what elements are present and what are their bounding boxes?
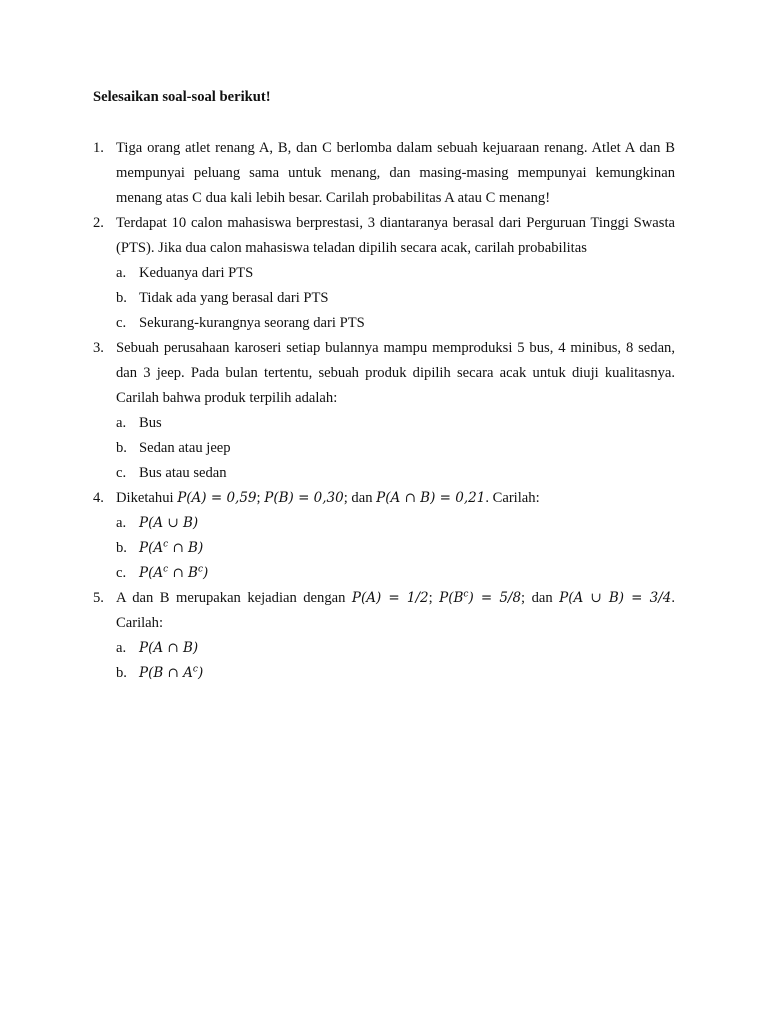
- sub-item: [116, 461, 675, 486]
- question-number: 1.: [93, 140, 104, 156]
- question-list: [93, 136, 675, 686]
- question-number: 5.: [93, 590, 104, 606]
- question-2: [93, 211, 675, 336]
- sub-item: [116, 661, 675, 686]
- sub-item-formula: $P(A^c$ ∩ B): [139, 539, 204, 556]
- question-1: [93, 136, 675, 211]
- question-text: A dan B merupakan kejadian dengan P(A) = 1/2; $P(B^c) = 5/8$; dan P(A ∪ B) = 3/4. Carilah:: [116, 589, 675, 631]
- sub-item-text: Bus atau sedan: [139, 465, 227, 481]
- sub-item-text: Bus: [139, 415, 162, 431]
- sub-item-letter: b.: [116, 290, 127, 306]
- sub-item-letter: c.: [116, 465, 127, 481]
- question-intro: A dan B merupakan kejadian dengan: [116, 590, 352, 606]
- sub-item: [116, 636, 675, 661]
- question-4: [93, 486, 675, 586]
- formula-pab: P(A ∩ B) = 0,21: [376, 490, 486, 506]
- formula-paub: P(A ∪ B) = 3/4: [559, 590, 672, 606]
- sub-item-letter: a.: [116, 265, 127, 281]
- sub-item-letter: a.: [116, 415, 127, 431]
- sub-item: [116, 511, 675, 536]
- sub-item-text: Keduanya dari PTS: [139, 265, 254, 281]
- sub-item-letter: a.: [116, 640, 127, 656]
- question-tail: . Carilah:: [485, 490, 540, 506]
- question-3: [93, 336, 675, 486]
- sub-item: [116, 436, 675, 461]
- sub-item-text: Sedan atau jeep: [139, 440, 231, 456]
- sub-item-letter: b.: [116, 665, 127, 681]
- question-text: Terdapat 10 calon mahasiswa berprestasi, 3 diantaranya berasal dari Perguruan Tinggi Swasta (PTS). Jika dua calon mahasiswa teladan dipilih secara acak, carilah probabilitas: [116, 215, 675, 256]
- question-intro: Diketahui: [116, 490, 178, 506]
- sub-item-formula: P(A ∩ B): [139, 640, 199, 656]
- conjunction: ; dan: [521, 590, 560, 606]
- conjunction: ; dan: [343, 490, 377, 506]
- sub-item-text: Tidak ada yang berasal dari PTS: [139, 290, 329, 306]
- sub-item-formula: P(A ∪ B): [139, 515, 199, 531]
- sub-item: [116, 286, 675, 311]
- sub-item: [116, 536, 675, 561]
- sub-item: [116, 311, 675, 336]
- question-number: 4.: [93, 490, 104, 506]
- question-tail: . Carilah:: [116, 590, 675, 631]
- question-number: 2.: [93, 215, 104, 231]
- question-text: Tiga orang atlet renang A, B, dan C berlomba dalam sebuah kejuaraan renang. Atlet A dan B mempunyai peluang sama untuk menang, dan masing-masing mempunyai kemungkinan menang atas C dua kali lebih besar. Carilah probabilitas A atau C menang!: [116, 140, 675, 206]
- question-text: Diketahui P(A) = 0,59; P(B) = 0,30; dan P(A ∩ B) = 0,21. Carilah:: [116, 490, 540, 506]
- sub-item: [116, 411, 675, 436]
- formula-pb: P(B) = 0,30: [264, 490, 344, 506]
- sub-item: [116, 261, 675, 286]
- formula-pa: P(A) = 0,59: [177, 490, 257, 506]
- sub-item-formula: $P(A^c$ ∩ $B^c$): [139, 564, 209, 581]
- sub-item-letter: c.: [116, 565, 127, 581]
- sub-item: [116, 561, 675, 586]
- sub-item-formula: P(B ∩ $A^c$): [139, 664, 204, 681]
- question-number: 3.: [93, 340, 104, 356]
- question-5: [93, 586, 675, 686]
- formula-pa: P(A) = 1/2: [351, 590, 429, 606]
- sub-item-letter: b.: [116, 540, 127, 556]
- sub-item-letter: c.: [116, 315, 127, 331]
- question-text: Sebuah perusahaan karoseri setiap bulannya mampu memproduksi 5 bus, 4 minibus, 8 sedan, dan 3 jeep. Pada bulan tertentu, sebuah produk dipilih secara acak untuk diuji kualitasnya. Carilah bahwa produk terpilih adalah:: [116, 340, 675, 406]
- sub-item-text: Sekurang-kurangnya seorang dari PTS: [139, 315, 365, 331]
- formula-pbc: $P(B^c) = 5/8$: [439, 589, 522, 606]
- sub-item-letter: a.: [116, 515, 127, 531]
- sub-item-letter: b.: [116, 440, 127, 456]
- page-heading: Selesaikan soal-soal berikut!: [93, 89, 271, 105]
